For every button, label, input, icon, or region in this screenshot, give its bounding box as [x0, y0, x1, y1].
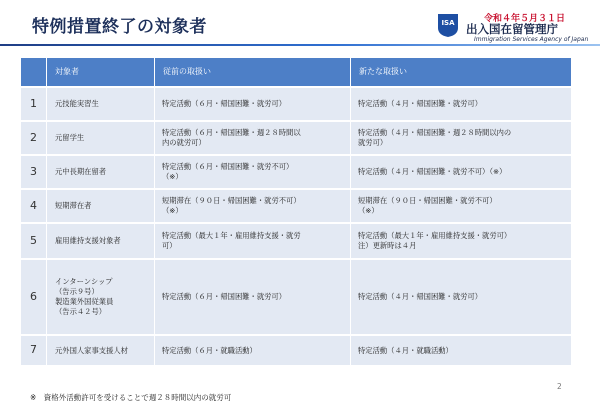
- agency-name-jp: 出入国在留管理庁: [466, 22, 558, 36]
- row-before: 特定活動（６月・就職活動）: [155, 335, 351, 365]
- row-number: 2: [21, 121, 47, 155]
- row-before: 特定活動（最大１年・雇用維持支援・就労 可）: [155, 223, 351, 259]
- page-number: 2: [557, 382, 562, 391]
- header-after: 新たな取扱い: [351, 58, 571, 87]
- row-target: 元留学生: [47, 121, 155, 155]
- table-row: [21, 223, 571, 259]
- row-target: 短期滞在者: [47, 189, 155, 223]
- row-after: 特定活動（４月・帰国困難・就労不可）（※）: [351, 155, 571, 189]
- row-after: 特定活動（４月・帰国困難・就労可）: [351, 259, 571, 335]
- row-number: 6: [21, 259, 47, 335]
- row-target: 元外国人家事支援人材: [47, 335, 155, 365]
- row-after: 特定活動（４月・就職活動）: [351, 335, 571, 365]
- table-row: [21, 121, 571, 155]
- row-after: 特定活動（４月・帰国困難・週２８時間以内の 就労可）: [351, 121, 571, 155]
- row-number: 5: [21, 223, 47, 259]
- row-after: 短期滞在（９０日・帰国困難・就労不可） （※）: [351, 189, 571, 223]
- logo-text: ISA: [441, 19, 455, 27]
- row-before: 特定活動（６月・帰国困難・週２８時間以 内の就労可）: [155, 121, 351, 155]
- agency-name-en: Immigration Services Agency of Japan: [474, 36, 589, 43]
- row-target: 元中長期在留者: [47, 155, 155, 189]
- table-row: [21, 189, 571, 223]
- footnote: ※ 資格外活動許可を受けることで週２８時間以内の就労可: [30, 393, 232, 402]
- header-target: 対象者: [47, 58, 155, 87]
- row-target: 元技能実習生: [47, 87, 155, 121]
- row-before: 特定活動（６月・帰国困難・就労不可） （※）: [155, 155, 351, 189]
- row-after: 特定活動（４月・帰国困難・就労可）: [351, 87, 571, 121]
- row-number: 4: [21, 189, 47, 223]
- table-row: [21, 87, 571, 121]
- header-num: [21, 58, 47, 87]
- header-before: 従前の取扱い: [155, 58, 351, 87]
- row-target: 雇用維持支援対象者: [47, 223, 155, 259]
- table-header-row: [21, 58, 571, 87]
- row-after: 特定活動（最大１年・雇用維持支援・就労可） 注）更新時は４月: [351, 223, 571, 259]
- row-number: 1: [21, 87, 47, 121]
- header-date: 令和４年５月３１日: [484, 14, 566, 24]
- row-target: インターンシップ （告示９号） 製造業外国従業員 （告示４２号）: [47, 259, 155, 335]
- table-row: [21, 259, 571, 335]
- table-row: [21, 335, 571, 365]
- slide-title: 特例措置終了の対象者: [32, 17, 207, 37]
- row-before: 短期滞在（９０日・帰国困難・就労不可） （※）: [155, 189, 351, 223]
- table-row: [21, 155, 571, 189]
- measures-table: [20, 58, 571, 365]
- row-number: 3: [21, 155, 47, 189]
- row-before: 特定活動（６月・帰国困難・就労可）: [155, 87, 351, 121]
- title-divider: [0, 44, 600, 46]
- row-before: 特定活動（６月・帰国困難・就労可）: [155, 259, 351, 335]
- row-number: 7: [21, 335, 47, 365]
- isa-logo-icon: [436, 12, 460, 38]
